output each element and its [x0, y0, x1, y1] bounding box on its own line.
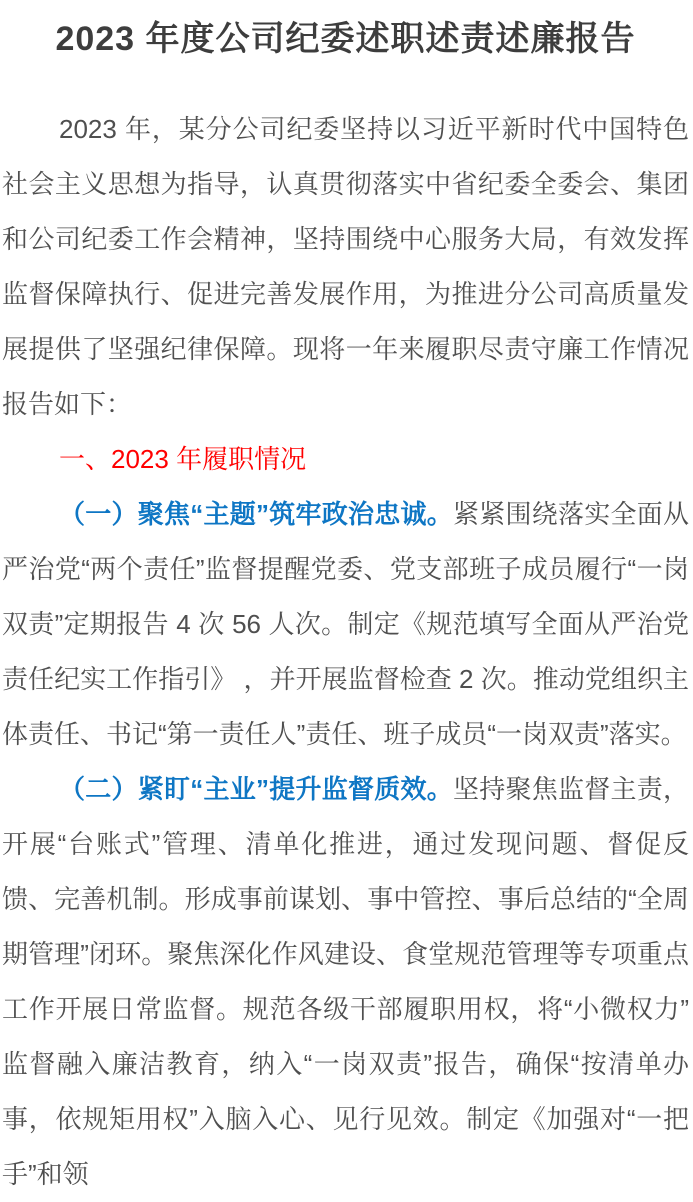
- subsection-1-body: 紧紧围绕落实全面从严治党“两个责任”监督提醒党委、党支部班子成员履行“一岗双责”定期报告 4 次 56 人次。制定《规范填写全面从严治党责任纪实工作指引》 ，并开展监督检查 2 次。推动党组织主体责任、书记“第一责任人”责任、班子成员“一岗双责”落实。: [2, 499, 689, 749]
- subsection-1-paragraph: [2, 487, 689, 762]
- intro-paragraph: 2023 年，某分公司纪委坚持以习近平新时代中国特色社会主义思想为指导，认真贯彻落实中省纪委全委会、集团和公司纪委工作会精神，坚持围绕中心服务大局，有效发挥监督保障执行、促进完善发展作用，为推进分公司高质量发展提供了坚强纪律保障。现将一年来履职尽责守廉工作情况报告如下：: [2, 114, 689, 419]
- subsection-2-lead: （二）紧盯“主业”提升监督质效。: [59, 774, 453, 804]
- subsection-1-lead: （一）聚焦“主题”筑牢政治忠诚。: [59, 499, 453, 529]
- subsection-2-body: 坚持聚焦监督主责，开展“台账式”管理、清单化推进，通过发现问题、督促反馈、完善机制。形成事前谋划、事中管控、事后总结的“全周期管理”闭环。聚焦深化作风建设、食堂规范管理等专项重点工作开展日常监督。规范各级干部履职用权，将“小微权力”监督融入廉洁教育，纳入“一岗双责”报告，确保“按清单办事，依规矩用权”入脑入心、见行见效。制定《加强对“一把手”和领: [2, 774, 689, 1189]
- report-title: 2023 年度公司纪委述职述责述廉报告: [55, 20, 636, 58]
- subsection-2-paragraph: [2, 762, 689, 1202]
- section-1-heading: 一、2023 年履职情况: [59, 444, 307, 474]
